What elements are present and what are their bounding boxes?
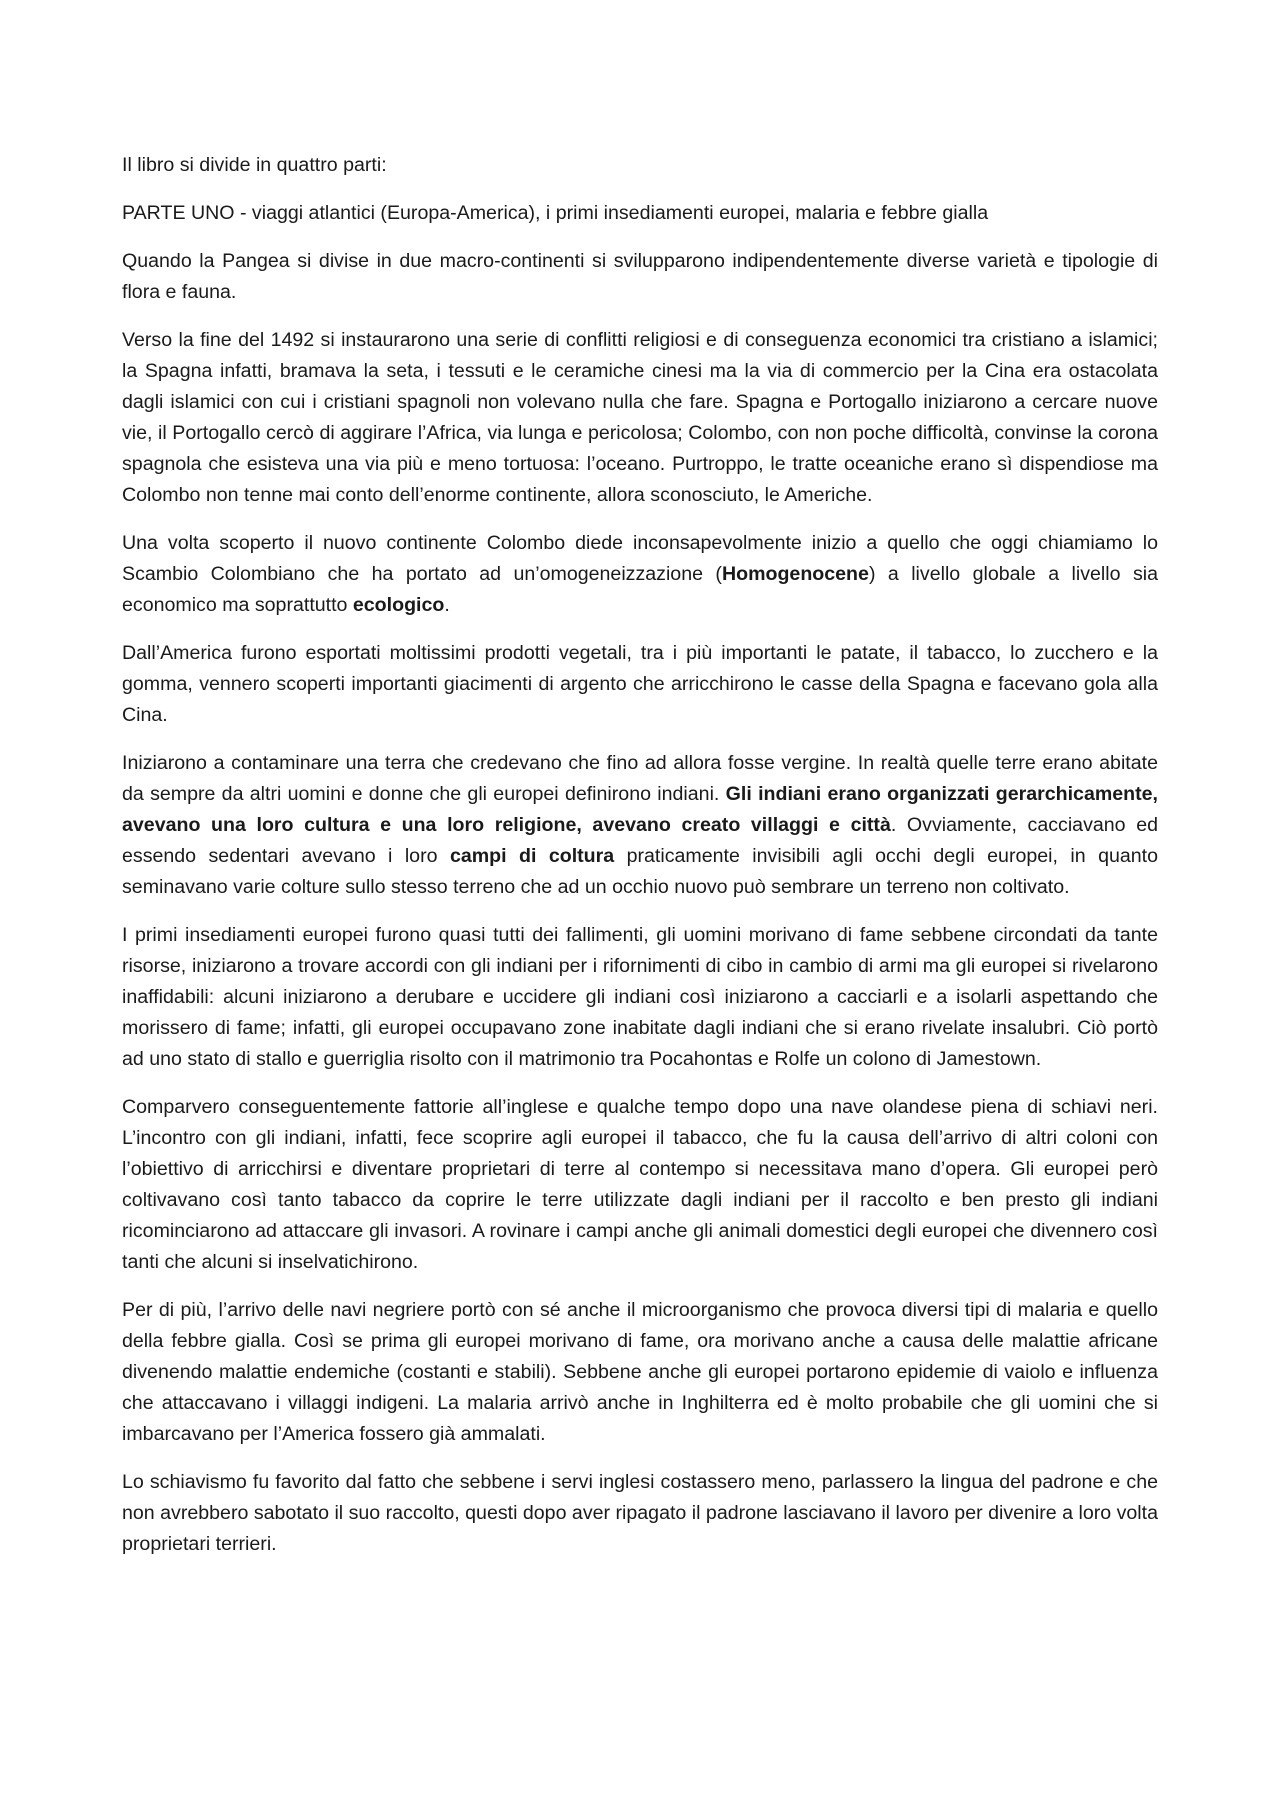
bold-term-ecologico: ecologico — [352, 594, 445, 616]
text-span: Una volta scoperto il nuovo continente Colombo diede inconsapevolmente inizio a quello che oggi chiamiamo lo Scambio Colombiano che ha portato ad un’omogeneizzazione ( — [122, 532, 1158, 585]
paragraph-tobacco: Comparvero conseguentemente fattorie all’inglese e qualche tempo dopo una nave olandese piena di schiavi neri. L’incontro con gli indiani, infatti, fece scoprire agli europei il tabacco, che fu la causa dell’arrivo di altri coloni con l’obiettivo di arricchirsi e diventare proprietari di terre al contempo si necessitava mano d’opera. Gli europei però coltivavano così tanto tabacco da coprire le terre utilizzate dagli indiani per il raccolto e ben presto gli indiani ricominciarono ad attaccare gli invasori. A rovinare i campi anche gli animali domestici degli europei che divennero così tanti che alcuni si inselvatichirono. — [122, 1096, 1158, 1273]
intro-line: Il libro si divide in quattro parti: — [122, 154, 387, 176]
text-span: praticamente invisibili agli occhi degli europei, in quanto seminavano varie colture sullo stesso terreno che ad un occhio nuovo può sembrare un terreno non coltivato. — [122, 845, 1158, 898]
text-span: . — [444, 594, 450, 616]
bold-term-homogenocene: Homogenocene — [721, 563, 869, 585]
paragraph-columbian-exchange — [122, 528, 1158, 621]
paragraph-settlements: I primi insediamenti europei furono quasi tutti dei fallimenti, gli uomini morivano di fame sebbene circondati da tante risorse, iniziarono a trovare accordi con gli indiani per i rifornimenti di cibo in cambio di armi ma gli europei si rivelarono inaffidabili: alcuni iniziarono a derubare e uccidere gli indiani così iniziarono a cacciarli e a isolarli aspettando che morissero di fame; infatti, gli europei occupavano zone inabitate dagli indiani che si erano rivelate insalubri. Ciò portò ad uno stato di stallo e guerriglia risolto con il matrimonio tra Pocahontas e Rolfe un colono di Jamestown. — [122, 924, 1158, 1070]
text-span: Iniziarono a contaminare una terra che credevano che fino ad allora fosse vergine. In realtà quelle terre erano abitate da sempre da altri uomini e donne che gli europei definirono indiani. — [122, 752, 1158, 805]
paragraph-malaria: Per di più, l’arrivo delle navi negriere portò con sé anche il microorganismo che provoca diversi tipi di malaria e quello della febbre gialla. Così se prima gli europei morivano di fame, ora morivano anche a causa delle malattie africane divenendo malattie endemiche (costanti e stabili). Sebbene anche gli europei portarono epidemie di vaiolo e influenza che attaccavano i villaggi indigeni. La malaria arrivò anche in Inghilterra ed è molto probabile che gli uomini che si imbarcavano per l’America fossero già ammalati. — [122, 1299, 1158, 1445]
paragraph-slavery: Lo schiavismo fu favorito dal fatto che sebbene i servi inglesi costassero meno, parlassero la lingua del padrone e che non avrebbero sabotato il suo raccolto, questi dopo aver ripagato il padrone lasciavano il lavoro per divenire a loro volta proprietari terrieri. — [122, 1471, 1158, 1555]
paragraph-indians — [122, 748, 1158, 903]
bold-indians-organized: Gli indiani erano organizzati gerarchicamente, avevano una loro cultura e una loro religione, avevano creato villaggi e città — [122, 783, 1158, 836]
bold-campi-di-coltura: campi di coltura — [449, 845, 615, 867]
text-span: . Ovviamente, cacciavano ed essendo sedentari avevano i loro — [122, 814, 1158, 867]
paragraph-pangea: Quando la Pangea si divise in due macro-continenti si svilupparono indipendentemente diverse varietà e tipologie di flora e fauna. — [122, 250, 1158, 303]
document-page — [122, 150, 1158, 1577]
paragraph-1492-conflicts: Verso la fine del 1492 si instaurarono una serie di conflitti religiosi e di conseguenza economici tra cristiano a islamici; la Spagna infatti, bramava la seta, i tessuti e le ceramiche cinesi ma la via di commercio per la Cina era ostacolata dagli islamici con cui i cristiani spagnoli non volevano nulla che fare. Spagna e Portogallo iniziarono a cercare nuove vie, il Portogallo cercò di aggirare l’Africa, via lunga e pericolosa; Colombo, con non poche difficoltà, convinse la corona spagnola che esisteva una via più e meno tortuosa: l’oceano. Purtroppo, le tratte oceaniche erano sì dispendiose ma Colombo non tenne mai conto dell’enorme continente, allora sconosciuto, le Americhe. — [122, 329, 1158, 506]
part-heading: PARTE UNO - viaggi atlantici (Europa-America), i primi insediamenti europei, malaria e febbre gialla — [122, 202, 989, 224]
paragraph-exports: Dall’America furono esportati moltissimi prodotti vegetali, tra i più importanti le patate, il tabacco, lo zucchero e la gomma, vennero scoperti importanti giacimenti di argento che arricchirono le casse della Spagna e facevano gola alla Cina. — [122, 642, 1158, 726]
text-span: ) a livello globale a livello sia economico ma soprattutto — [122, 563, 1158, 616]
